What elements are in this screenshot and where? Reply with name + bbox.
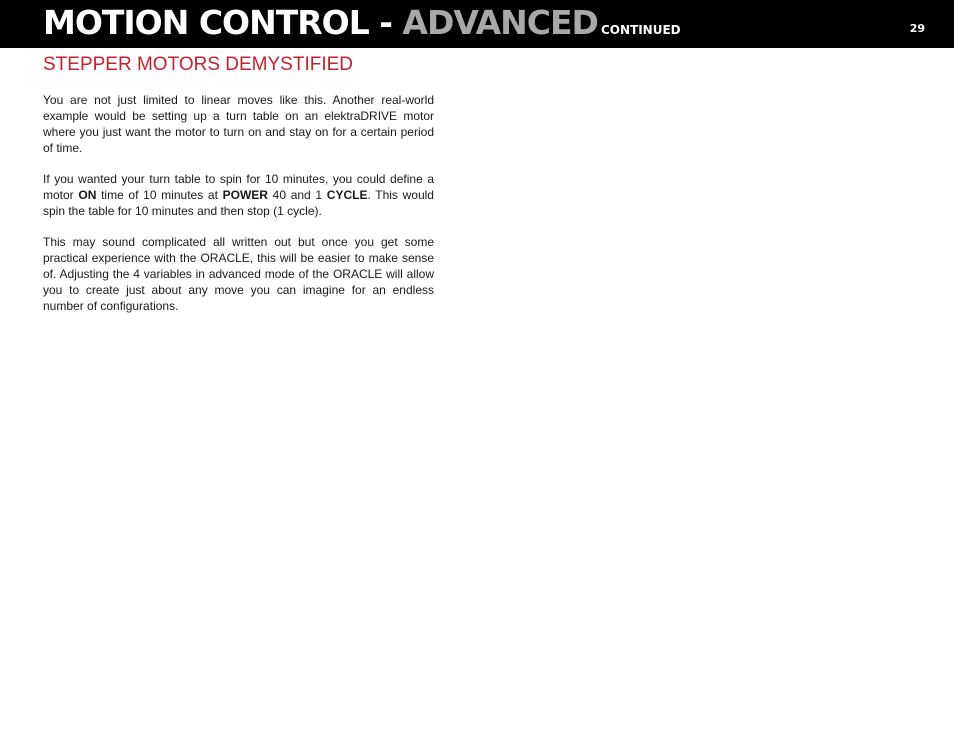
p2-bold-cycle: CYCLE (326, 188, 368, 202)
section-heading: STEPPER MOTORS DEMYSTIFIED (43, 54, 354, 75)
header-bar (0, 0, 954, 48)
p2-text-1: If you wanted your turn table to spin for 10 minutes, you could define a motor (43, 172, 434, 202)
page-number: 29 (909, 22, 925, 35)
paragraph-2 (43, 171, 434, 219)
body-column (43, 92, 434, 329)
title-main: MOTION CONTROL - (43, 3, 403, 42)
p2-bold-on: ON (78, 188, 97, 202)
p2-text-2: time of 10 minutes at (96, 188, 223, 202)
paragraph-1: You are not just limited to linear moves like this. Another real-world example would be setting up a turn table on an elektraDRIVE motor where you just want the motor to turn on and stay on for a certain period of time. (43, 93, 434, 155)
p2-text-4: . This would spin the table for 10 minutes and then stop (1 cycle). (43, 188, 434, 218)
title-suffix: CONTINUED (600, 23, 681, 37)
p2-bold-power: POWER (222, 188, 268, 202)
title-accent: ADVANCED (402, 3, 598, 42)
page-title (43, 3, 681, 50)
p2-text-3: 40 and 1 (267, 188, 327, 202)
paragraph-3: This may sound complicated all written out but once you get some practical experience with the ORACLE, this will be easier to make sense of. Adjusting the 4 variables in advanced mode of the ORACLE will allow you to create just about any move you can imagine for an endless number of configurations. (43, 235, 434, 313)
